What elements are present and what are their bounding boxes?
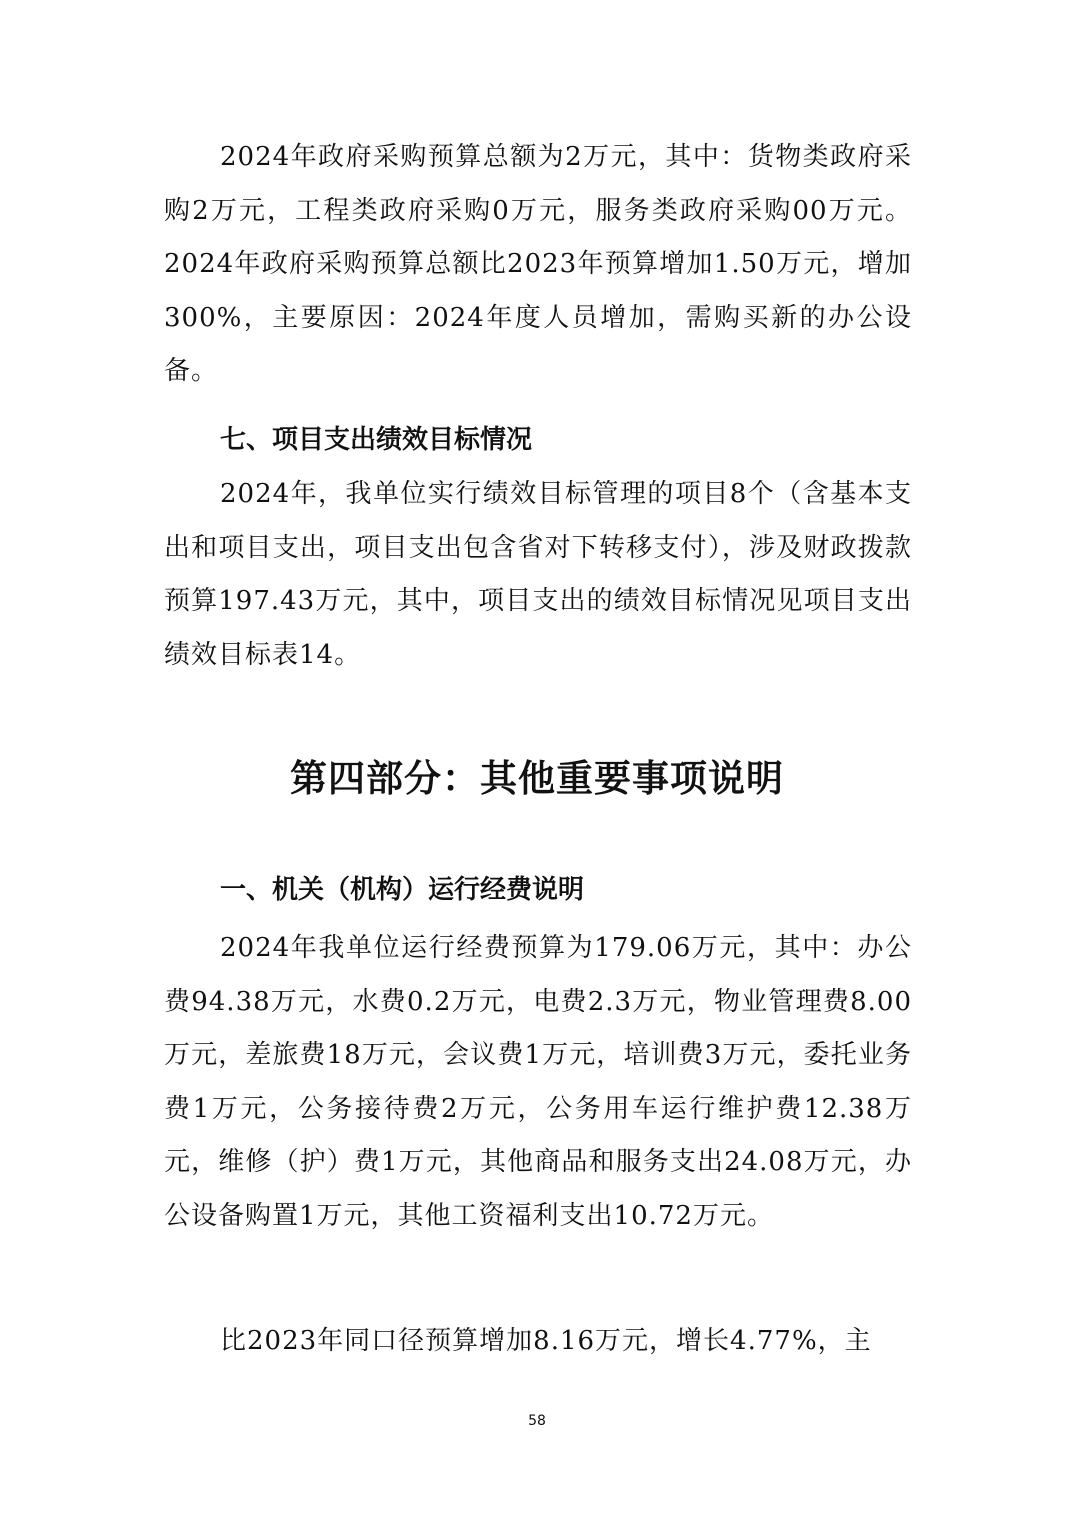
comparison-paragraph: 比2023年同口径预算增加8.16万元，增长4.77%，主 [220,1326,872,1356]
section-seven-heading: 七、项目支出绩效目标情况 [220,425,533,455]
section-one-heading: 一、机关（机构）运行经费说明 [220,875,585,905]
performance-target-paragraph: 2024年，我单位实行绩效目标管理的项目8个（含基本支出和项目支出，项目支出包含省对下转移支付），涉及财政拨款预算197.43万元，其中，项目支出的绩效目标情况见项目支出绩效目标表14。 [164,479,912,670]
procurement-budget-paragraph: 2024年政府采购预算总额为2万元，其中：货物类政府采购2万元，工程类政府采购0万元，服务类政府采购00万元。2024年政府采购预算总额比2023年预算增加1.50万元，增加300%，主要原因：2024年度人员增加，需购买新的办公设备。 [164,142,912,386]
page-number: 58 [528,1413,546,1429]
operating-funds-paragraph: 2024年我单位运行经费预算为179.06万元，其中：办公费94.38万元，水费0.2万元，电费2.3万元，物业管理费8.00万元，差旅费18万元，会议费1万元，培训费3万元，委托业务费1万元，公务接待费2万元，公务用车运行维护费12.38万元，维修（护）费1万元，其他商品和服务支出24.08万元，办公设备购置1万元，其他工资福利支出10.72万元。 [164,933,912,1231]
part-four-title: 第四部分：其他重要事项说明 [290,757,784,800]
